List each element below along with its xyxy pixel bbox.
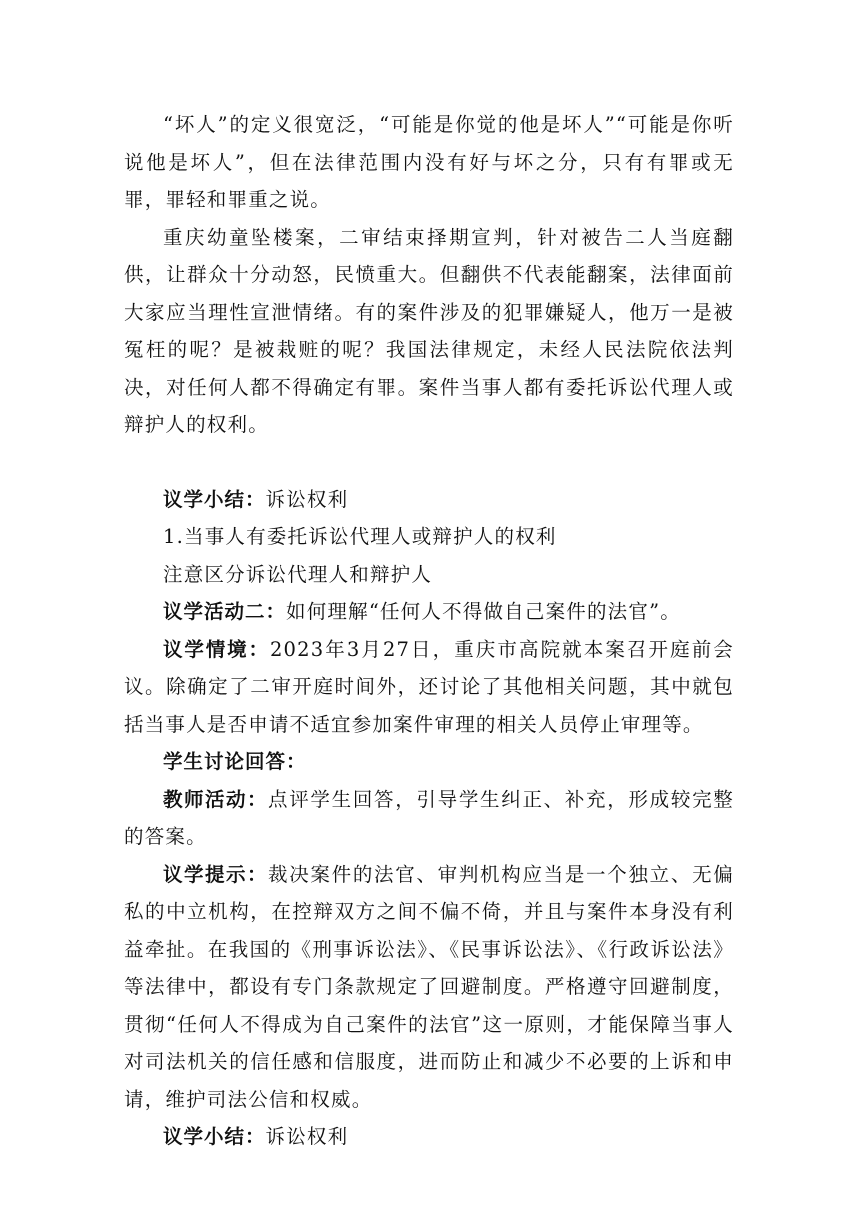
discussion-label: 学生讨论回答： [163, 750, 307, 773]
blank-line [124, 444, 734, 481]
teacher-activity-paragraph [124, 781, 734, 856]
scenario-label: 议学情境： [163, 637, 270, 661]
discussion-heading [124, 743, 734, 781]
paragraph-bad-person-definition: “坏人”的定义很宽泛，“可能是你觉的他是坏人”“可能是你听说他是坏人”，但在法律范围内没有好与坏之分，只有有罪或无罪，罪轻和罪重之说。 [124, 113, 734, 211]
activity-2-text: 如何理解“任何人不得做自己案件的法官”。 [286, 600, 681, 623]
document-body [124, 106, 734, 1156]
activity-2-label: 议学活动二： [163, 600, 287, 623]
summary-1-heading [124, 481, 734, 519]
scenario-text: 2023年3月27日，重庆市高院就本案召开庭前会议。除确定了二审开庭时间外，还讨论了其他相关问题，其中就包括当事人是否申请不适宜参加案件审理的相关人员停止审理等。 [124, 637, 734, 736]
summary-2-heading [124, 1118, 734, 1156]
summary-2-label: 议学小结： [163, 1125, 266, 1148]
summary-1-item-1: 1.当事人有委托诉讼代理人或辩护人的权利 [163, 525, 557, 548]
summary-1-text: 诉讼权利 [265, 487, 349, 511]
teacher-activity-label: 教师活动： [163, 787, 269, 811]
teacher-activity-text: 点评学生回答，引导学生纠正、补充，形成较完整的答案。 [124, 787, 734, 848]
hint-text: 裁决案件的法官、审判机构应当是一个独立、无偏私的中立机构，在控辩双方之间不偏不倚，并且与案件本身没有利益牵扯。在我国的《刑事诉讼法》、《民事诉讼法》、《行政诉讼法》等法律中，都设有专门条款规定了回避制度。严格遵守回避制度，贯彻“任何人不得成为自己案件的法官”这一原则，才能保障当事人对司法机关的信任感和信服度，进而防止和减少不必要的上诉和申请，维护司法公信和权威。 [124, 862, 734, 1111]
summary-1-item-2: 注意区分诉讼代理人和辩护人 [163, 562, 433, 586]
summary-1-label: 议学小结： [163, 487, 266, 511]
hint-label: 议学提示： [163, 862, 269, 886]
paragraph-chongqing-case: 重庆幼童坠楼案，二审结束择期宣判，针对被告二人当庭翻供，让群众十分动怒，民愤重大。但翻供不代表能翻案，法律面前大家应当理性宣泄情绪。有的案件涉及的犯罪嫌疑人，他万一是被冤枉的呢？是被栽赃的呢？我国法律规定，未经人民法院依法判决，对任何人都不得确定有罪。案件当事人都有委托诉讼代理人或辩护人的权利。 [124, 225, 734, 436]
activity-2-heading [124, 593, 734, 631]
summary-2-text: 诉讼权利 [265, 1125, 349, 1148]
hint-paragraph [124, 856, 734, 1119]
scenario-paragraph [124, 631, 734, 744]
